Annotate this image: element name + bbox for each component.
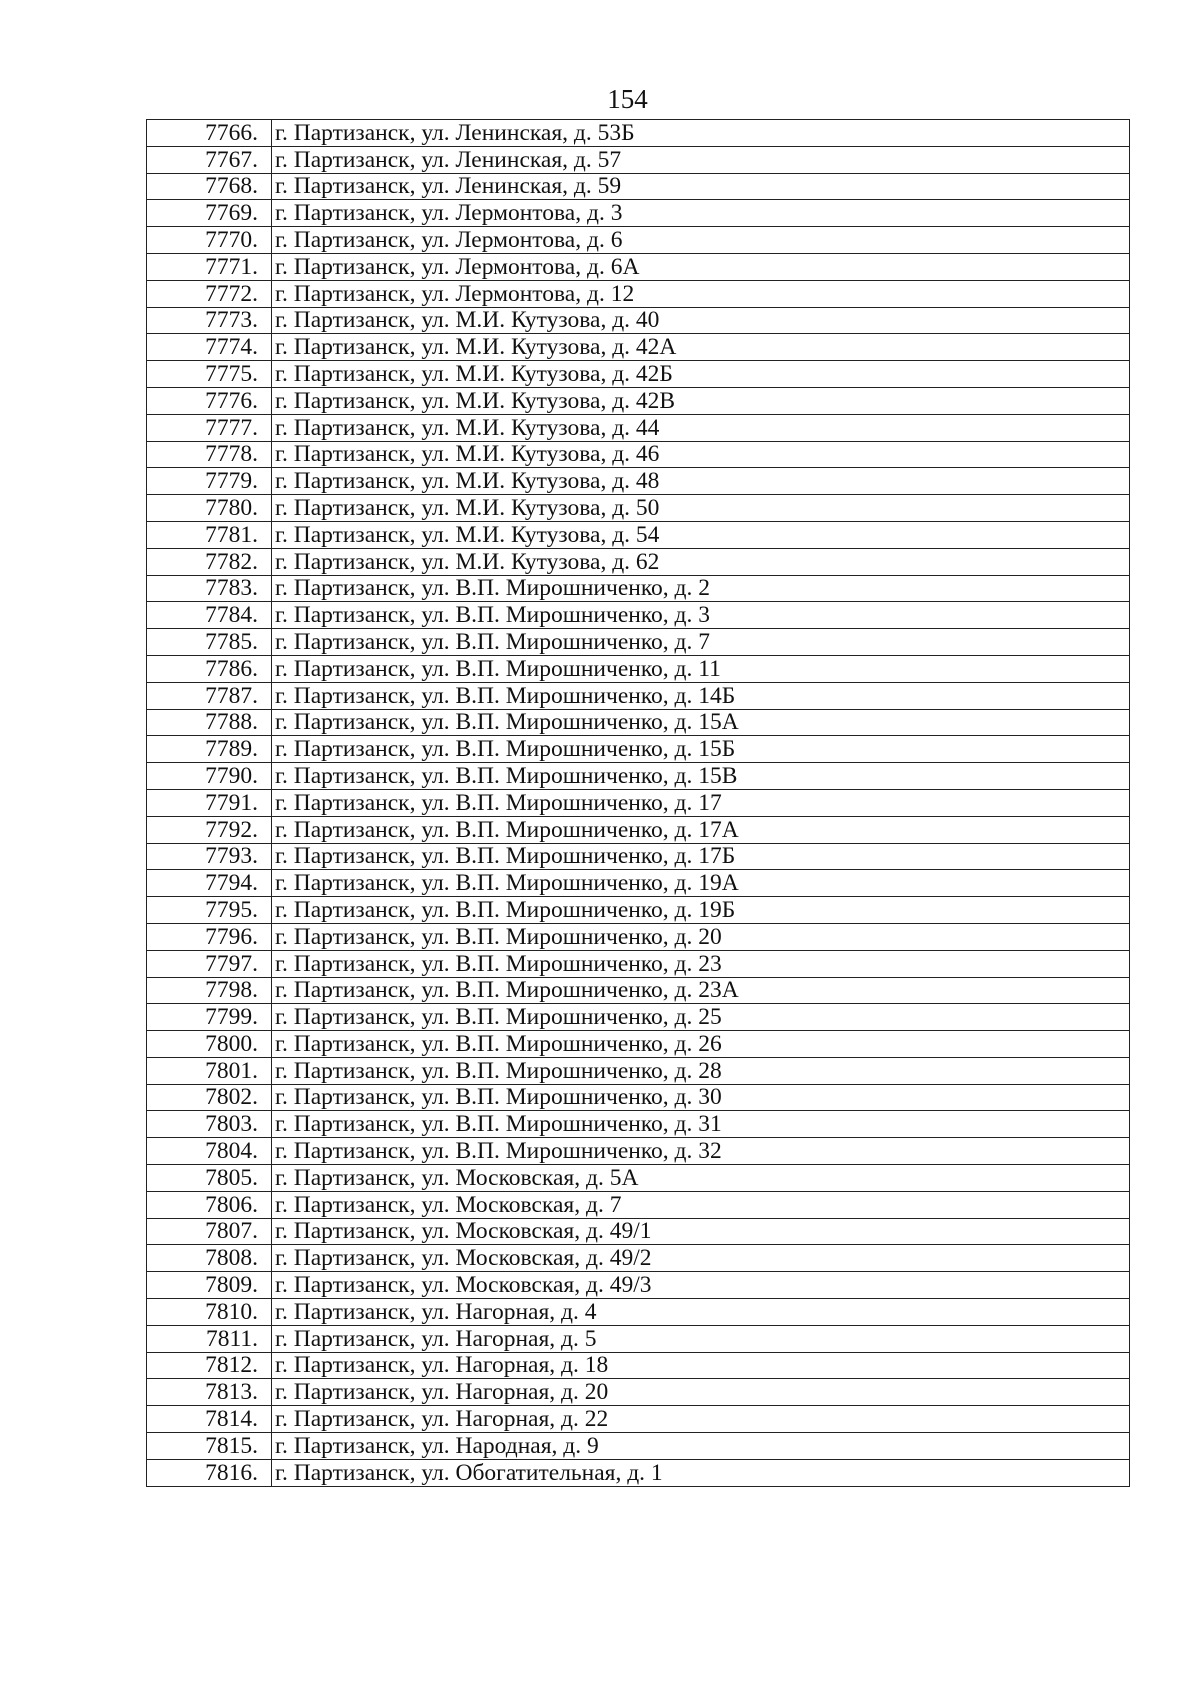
- row-address: г. Партизанск, ул. Московская, д. 49/1: [272, 1218, 1130, 1245]
- row-address: г. Партизанск, ул. М.И. Кутузова, д. 48: [272, 468, 1130, 495]
- row-number: 7813.: [147, 1379, 272, 1406]
- row-address: г. Партизанск, ул. Лермонтова, д. 6А: [272, 253, 1130, 280]
- table-row: [147, 1165, 1130, 1192]
- row-number: 7789.: [147, 736, 272, 763]
- row-address: г. Партизанск, ул. Лермонтова, д. 12: [272, 280, 1130, 307]
- table-row: [147, 1272, 1130, 1299]
- row-address: г. Партизанск, ул. В.П. Мирошниченко, д. 17А: [272, 816, 1130, 843]
- row-address: г. Партизанск, ул. В.П. Мирошниченко, д. 7: [272, 629, 1130, 656]
- row-address: г. Партизанск, ул. Нагорная, д. 20: [272, 1379, 1130, 1406]
- row-number: 7804.: [147, 1138, 272, 1165]
- table-row: [147, 280, 1130, 307]
- row-address: г. Партизанск, ул. Нагорная, д. 18: [272, 1352, 1130, 1379]
- row-address: г. Партизанск, ул. В.П. Мирошниченко, д. 19А: [272, 870, 1130, 897]
- row-address: г. Партизанск, ул. Лермонтова, д. 6: [272, 227, 1130, 254]
- row-number: 7790.: [147, 763, 272, 790]
- table-row: [147, 1379, 1130, 1406]
- table-row: [147, 548, 1130, 575]
- table-row: [147, 1299, 1130, 1326]
- table-row: [147, 1433, 1130, 1460]
- row-address: г. Партизанск, ул. В.П. Мирошниченко, д. 11: [272, 655, 1130, 682]
- table-row: [147, 468, 1130, 495]
- row-number: 7794.: [147, 870, 272, 897]
- table-row: [147, 1191, 1130, 1218]
- row-number: 7808.: [147, 1245, 272, 1272]
- table-row: [147, 227, 1130, 254]
- table-row: [147, 1245, 1130, 1272]
- row-number: 7807.: [147, 1218, 272, 1245]
- row-address: г. Партизанск, ул. В.П. Мирошниченко, д. 17: [272, 789, 1130, 816]
- table-row: [147, 521, 1130, 548]
- row-address: г. Партизанск, ул. В.П. Мирошниченко, д. 23А: [272, 977, 1130, 1004]
- row-number: 7772.: [147, 280, 272, 307]
- row-number: 7766.: [147, 120, 272, 147]
- row-number: 7767.: [147, 146, 272, 173]
- table-row: [147, 387, 1130, 414]
- row-address: г. Партизанск, ул. В.П. Мирошниченко, д. 32: [272, 1138, 1130, 1165]
- row-address: г. Партизанск, ул. В.П. Мирошниченко, д. 19Б: [272, 897, 1130, 924]
- row-address: г. Партизанск, ул. Ленинская, д. 53Б: [272, 120, 1130, 147]
- row-address: г. Партизанск, ул. В.П. Мирошниченко, д. 31: [272, 1111, 1130, 1138]
- row-number: 7810.: [147, 1299, 272, 1326]
- table-row: [147, 1111, 1130, 1138]
- table-row: [147, 1004, 1130, 1031]
- row-address: г. Партизанск, ул. Обогатительная, д. 1: [272, 1459, 1130, 1486]
- row-address: г. Партизанск, ул. В.П. Мирошниченко, д. 25: [272, 1004, 1130, 1031]
- row-number: 7791.: [147, 789, 272, 816]
- address-table-body: [147, 120, 1130, 1487]
- table-row: [147, 870, 1130, 897]
- row-address: г. Партизанск, ул. В.П. Мирошниченко, д. 15А: [272, 709, 1130, 736]
- row-address: г. Партизанск, ул. Лермонтова, д. 3: [272, 200, 1130, 227]
- row-number: 7812.: [147, 1352, 272, 1379]
- row-number: 7799.: [147, 1004, 272, 1031]
- table-row: [147, 1057, 1130, 1084]
- table-row: [147, 441, 1130, 468]
- row-address: г. Партизанск, ул. В.П. Мирошниченко, д. 17Б: [272, 843, 1130, 870]
- row-address: г. Партизанск, ул. В.П. Мирошниченко, д. 30: [272, 1084, 1130, 1111]
- row-number: 7779.: [147, 468, 272, 495]
- row-number: 7782.: [147, 548, 272, 575]
- row-number: 7771.: [147, 253, 272, 280]
- row-number: 7806.: [147, 1191, 272, 1218]
- row-number: 7778.: [147, 441, 272, 468]
- table-row: [147, 1352, 1130, 1379]
- row-number: 7783.: [147, 575, 272, 602]
- row-number: 7798.: [147, 977, 272, 1004]
- table-row: [147, 146, 1130, 173]
- row-address: г. Партизанск, ул. В.П. Мирошниченко, д. 15В: [272, 763, 1130, 790]
- table-row: [147, 575, 1130, 602]
- table-row: [147, 307, 1130, 334]
- row-address: г. Партизанск, ул. М.И. Кутузова, д. 54: [272, 521, 1130, 548]
- row-number: 7816.: [147, 1459, 272, 1486]
- table-row: [147, 602, 1130, 629]
- row-number: 7815.: [147, 1433, 272, 1460]
- row-number: 7797.: [147, 950, 272, 977]
- table-row: [147, 763, 1130, 790]
- table-row: [147, 361, 1130, 388]
- row-number: 7775.: [147, 361, 272, 388]
- row-address: г. Партизанск, ул. М.И. Кутузова, д. 46: [272, 441, 1130, 468]
- row-number: 7773.: [147, 307, 272, 334]
- table-row: [147, 1218, 1130, 1245]
- row-address: г. Партизанск, ул. Московская, д. 49/3: [272, 1272, 1130, 1299]
- row-address: г. Партизанск, ул. Нагорная, д. 5: [272, 1325, 1130, 1352]
- row-address: г. Партизанск, ул. В.П. Мирошниченко, д. 26: [272, 1031, 1130, 1058]
- table-row: [147, 495, 1130, 522]
- table-row: [147, 334, 1130, 361]
- row-number: 7774.: [147, 334, 272, 361]
- row-address: г. Партизанск, ул. М.И. Кутузова, д. 50: [272, 495, 1130, 522]
- row-address: г. Партизанск, ул. В.П. Мирошниченко, д. 28: [272, 1057, 1130, 1084]
- page-number: 154: [607, 84, 648, 114]
- address-table: [146, 119, 1130, 1487]
- table-row: [147, 120, 1130, 147]
- row-address: г. Партизанск, ул. Ленинская, д. 59: [272, 173, 1130, 200]
- row-address: г. Партизанск, ул. В.П. Мирошниченко, д. 2: [272, 575, 1130, 602]
- table-row: [147, 655, 1130, 682]
- table-row: [147, 789, 1130, 816]
- table-row: [147, 253, 1130, 280]
- row-number: 7800.: [147, 1031, 272, 1058]
- row-number: 7770.: [147, 227, 272, 254]
- row-number: 7802.: [147, 1084, 272, 1111]
- row-number: 7796.: [147, 923, 272, 950]
- table-row: [147, 682, 1130, 709]
- table-row: [147, 950, 1130, 977]
- table-row: [147, 173, 1130, 200]
- row-address: г. Партизанск, ул. В.П. Мирошниченко, д. 23: [272, 950, 1130, 977]
- row-address: г. Партизанск, ул. Нагорная, д. 4: [272, 1299, 1130, 1326]
- row-address: г. Партизанск, ул. Народная, д. 9: [272, 1433, 1130, 1460]
- row-address: г. Партизанск, ул. М.И. Кутузова, д. 40: [272, 307, 1130, 334]
- row-number: 7814.: [147, 1406, 272, 1433]
- table-row: [147, 843, 1130, 870]
- table-row: [147, 897, 1130, 924]
- row-number: 7809.: [147, 1272, 272, 1299]
- table-row: [147, 736, 1130, 763]
- table-row: [147, 414, 1130, 441]
- row-number: 7803.: [147, 1111, 272, 1138]
- row-address: г. Партизанск, ул. Ленинская, д. 57: [272, 146, 1130, 173]
- row-number: 7811.: [147, 1325, 272, 1352]
- row-address: г. Партизанск, ул. В.П. Мирошниченко, д. 3: [272, 602, 1130, 629]
- row-address: г. Партизанск, ул. Московская, д. 5А: [272, 1165, 1130, 1192]
- table-row: [147, 1031, 1130, 1058]
- table-row: [147, 1084, 1130, 1111]
- row-number: 7795.: [147, 897, 272, 924]
- row-number: 7801.: [147, 1057, 272, 1084]
- row-number: 7785.: [147, 629, 272, 656]
- row-number: 7776.: [147, 387, 272, 414]
- row-number: 7784.: [147, 602, 272, 629]
- row-number: 7787.: [147, 682, 272, 709]
- table-row: [147, 977, 1130, 1004]
- table-row: [147, 1406, 1130, 1433]
- table-row: [147, 1459, 1130, 1486]
- row-number: 7780.: [147, 495, 272, 522]
- row-number: 7788.: [147, 709, 272, 736]
- row-address: г. Партизанск, ул. В.П. Мирошниченко, д. 15Б: [272, 736, 1130, 763]
- row-number: 7786.: [147, 655, 272, 682]
- row-number: 7805.: [147, 1165, 272, 1192]
- table-row: [147, 1138, 1130, 1165]
- row-address: г. Партизанск, ул. М.И. Кутузова, д. 44: [272, 414, 1130, 441]
- table-row: [147, 629, 1130, 656]
- row-address: г. Партизанск, ул. М.И. Кутузова, д. 42А: [272, 334, 1130, 361]
- row-number: 7769.: [147, 200, 272, 227]
- row-address: г. Партизанск, ул. Московская, д. 7: [272, 1191, 1130, 1218]
- row-address: г. Партизанск, ул. В.П. Мирошниченко, д. 14Б: [272, 682, 1130, 709]
- row-number: 7777.: [147, 414, 272, 441]
- table-row: [147, 923, 1130, 950]
- row-number: 7792.: [147, 816, 272, 843]
- row-address: г. Партизанск, ул. М.И. Кутузова, д. 62: [272, 548, 1130, 575]
- table-row: [147, 709, 1130, 736]
- row-address: г. Партизанск, ул. М.И. Кутузова, д. 42В: [272, 387, 1130, 414]
- row-address: г. Партизанск, ул. М.И. Кутузова, д. 42Б: [272, 361, 1130, 388]
- row-number: 7793.: [147, 843, 272, 870]
- row-address: г. Партизанск, ул. Нагорная, д. 22: [272, 1406, 1130, 1433]
- table-row: [147, 200, 1130, 227]
- row-address: г. Партизанск, ул. Московская, д. 49/2: [272, 1245, 1130, 1272]
- table-row: [147, 1325, 1130, 1352]
- row-address: г. Партизанск, ул. В.П. Мирошниченко, д. 20: [272, 923, 1130, 950]
- table-row: [147, 816, 1130, 843]
- row-number: 7768.: [147, 173, 272, 200]
- row-number: 7781.: [147, 521, 272, 548]
